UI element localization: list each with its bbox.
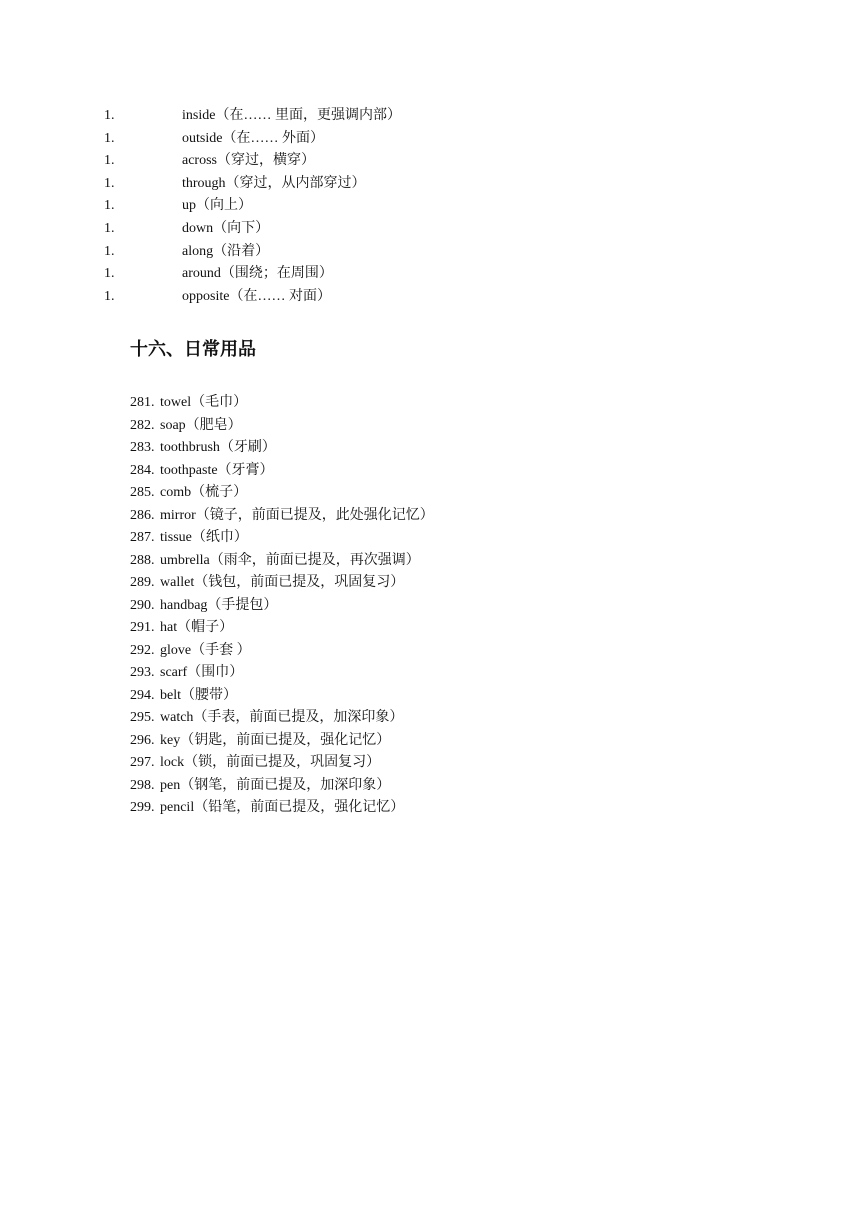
list-item <box>104 105 444 128</box>
list-item <box>130 550 430 573</box>
list-item-text: across（穿过，横穿） <box>182 153 315 169</box>
list-item-number: 297. <box>130 755 155 770</box>
list-item-text: toothbrush（牙刷） <box>160 440 276 455</box>
list-item-number: 292. <box>130 642 155 658</box>
list-item-number: 294. <box>130 687 155 703</box>
list-item <box>130 527 430 550</box>
list-item-number: 283. <box>130 440 155 455</box>
list-item <box>104 286 444 309</box>
list-item-text: inside（在…… 里面，更强调内部） <box>182 108 401 123</box>
section-heading: 十六、日常用品 <box>130 339 256 360</box>
list-item-number: 285. <box>130 485 155 500</box>
list-item-number: 296. <box>130 732 155 748</box>
list-item-text: wallet（钱包，前面已提及，巩固复习） <box>160 575 405 590</box>
preposition-list <box>104 105 444 308</box>
list-item <box>104 128 444 151</box>
list-item <box>104 263 444 286</box>
list-item-number: 298. <box>130 777 155 793</box>
list-item <box>130 437 430 460</box>
list-item <box>130 662 430 685</box>
list-item-number: 1. <box>104 243 115 259</box>
list-item <box>130 505 434 528</box>
list-item-text: around（围绕；在周围） <box>182 266 333 282</box>
list-item-text: along（沿着） <box>182 243 270 259</box>
list-item-number: 295. <box>130 710 155 725</box>
list-item-number: 286. <box>130 507 155 523</box>
list-item <box>104 241 444 264</box>
list-item-text: through（穿过，从内部穿过） <box>182 175 366 191</box>
list-item-text: up（向上） <box>182 198 252 214</box>
list-item <box>104 173 444 196</box>
list-item-number: 1. <box>104 153 115 169</box>
list-item-text: watch（手表，前面已提及，加深印象） <box>160 710 404 725</box>
list-item-text: towel（毛巾） <box>160 395 248 410</box>
list-item <box>130 707 430 730</box>
list-item-text: umbrella（雨伞，前面已提及，再次强调） <box>160 552 420 568</box>
list-item-number: 293. <box>130 665 155 680</box>
list-item <box>104 150 444 173</box>
list-item-text: pencil（铅笔，前面已提及，强化记忆） <box>160 800 405 815</box>
list-item-text: hat（帽子） <box>160 620 234 635</box>
list-item-number: 282. <box>130 417 155 433</box>
daily-items-list <box>130 392 434 820</box>
list-item-number: 1. <box>104 198 115 214</box>
list-item-text: lock（锁，前面已提及，巩固复习） <box>160 755 381 770</box>
list-item <box>130 415 430 438</box>
list-item <box>104 195 444 218</box>
list-item-text: glove（手套 ） <box>160 642 251 658</box>
list-item-number: 299. <box>130 800 155 815</box>
list-item-number: 287. <box>130 530 155 545</box>
list-item-number: 1. <box>104 266 115 282</box>
list-item <box>130 752 430 775</box>
list-item-text: opposite（在…… 对面） <box>182 288 331 304</box>
list-item-number: 281. <box>130 395 155 410</box>
list-item-number: 1. <box>104 288 115 304</box>
list-item-text: soap（肥皂） <box>160 417 242 433</box>
list-item <box>130 392 430 415</box>
list-item-number: 291. <box>130 620 155 635</box>
list-item <box>130 595 430 618</box>
list-item-text: key（钥匙，前面已提及，强化记忆） <box>160 732 391 748</box>
list-item-number: 1. <box>104 130 115 146</box>
list-item-number: 1. <box>104 108 115 123</box>
list-item-number: 1. <box>104 175 115 191</box>
list-item <box>130 685 430 708</box>
list-item-text: mirror（镜子，前面已提及，此处强化记忆） <box>160 507 434 523</box>
list-item-number: 288. <box>130 552 155 568</box>
list-item <box>130 775 430 798</box>
list-item <box>130 640 430 663</box>
list-item <box>130 617 430 640</box>
list-item-text: belt（腰带） <box>160 687 237 703</box>
list-item-text: handbag（手提包） <box>160 597 278 613</box>
list-item-number: 290. <box>130 597 155 613</box>
list-item-text: tissue（纸巾） <box>160 530 248 545</box>
list-item <box>130 797 430 820</box>
list-item-text: pen（钢笔，前面已提及，加深印象） <box>160 777 391 793</box>
list-item-number: 284. <box>130 462 155 478</box>
list-item <box>130 460 430 483</box>
list-item-text: toothpaste（牙膏） <box>160 462 274 478</box>
list-item <box>130 482 430 505</box>
list-item-text: down（向下） <box>182 220 270 236</box>
list-item-text: comb（梳子） <box>160 485 248 500</box>
list-item-number: 1. <box>104 220 115 236</box>
list-item <box>130 572 430 595</box>
list-item-text: outside（在…… 外面） <box>182 130 324 146</box>
list-item-number: 289. <box>130 575 155 590</box>
list-item <box>130 730 430 753</box>
list-item <box>104 218 444 241</box>
list-item-text: scarf（围巾） <box>160 665 244 680</box>
